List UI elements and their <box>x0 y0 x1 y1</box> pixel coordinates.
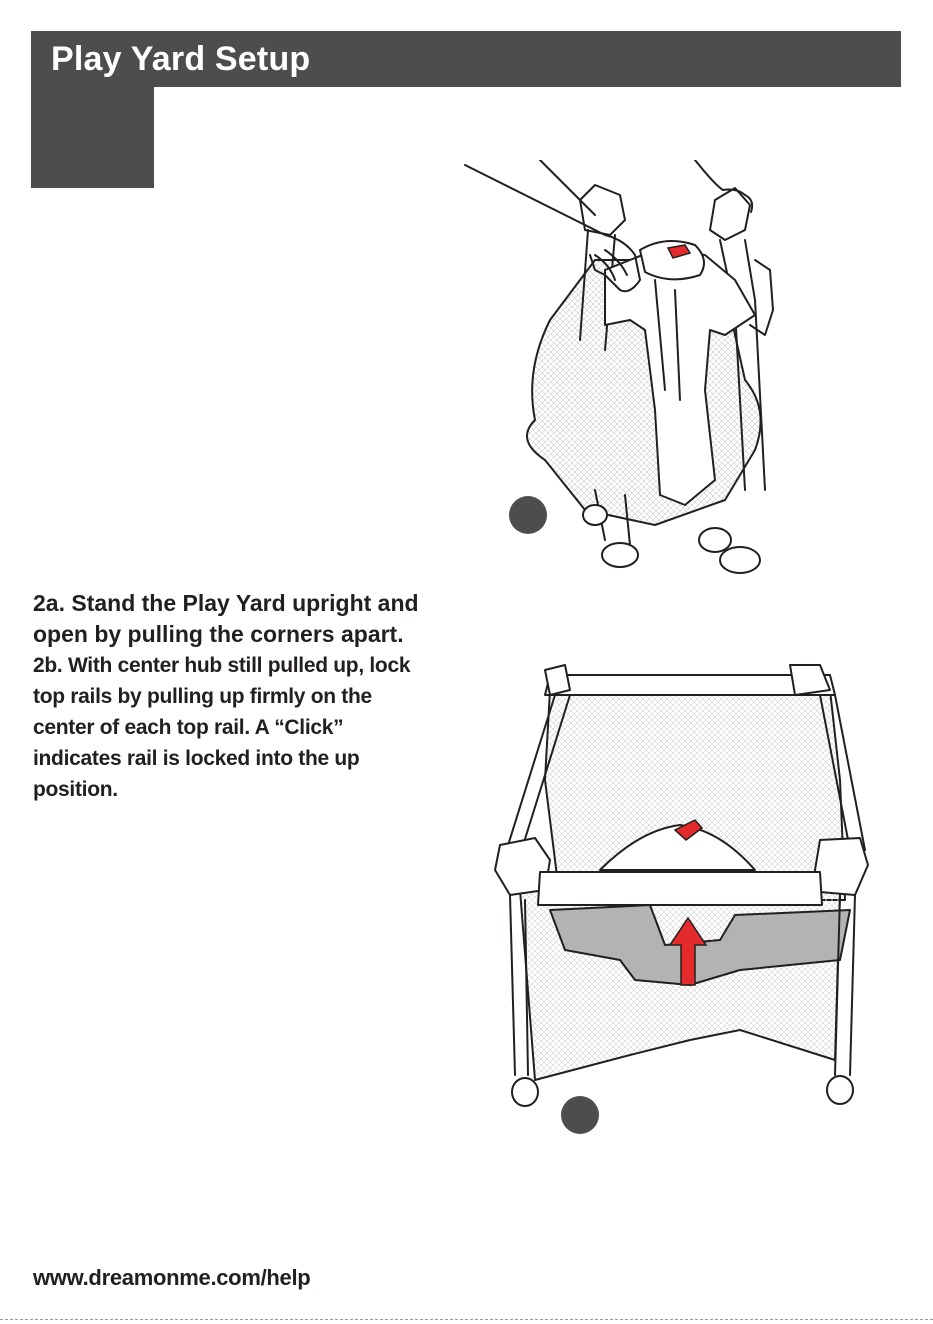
page-title: Play Yard Setup <box>51 40 311 78</box>
help-url: www.dreamonme.com/help <box>33 1265 311 1290</box>
step-2b-text: 2b. With center hub still pulled up, lock top rails by pulling up firmly on the center of each top rail. A “Click” indicates rail is locked into the up position. <box>33 654 411 801</box>
step-number-block <box>31 87 154 188</box>
hands-opening-play-yard-illustration <box>455 160 785 585</box>
step-marker-a <box>509 496 547 534</box>
open-play-yard-rail-lock-illustration <box>490 660 870 1140</box>
step-2a-text: 2a. Stand the Play Yard upright and open by pulling the corners apart. <box>33 590 419 647</box>
step-marker-b <box>561 1096 599 1134</box>
footer-divider <box>0 1319 933 1320</box>
header-bar <box>31 31 901 87</box>
instructions <box>33 588 433 805</box>
